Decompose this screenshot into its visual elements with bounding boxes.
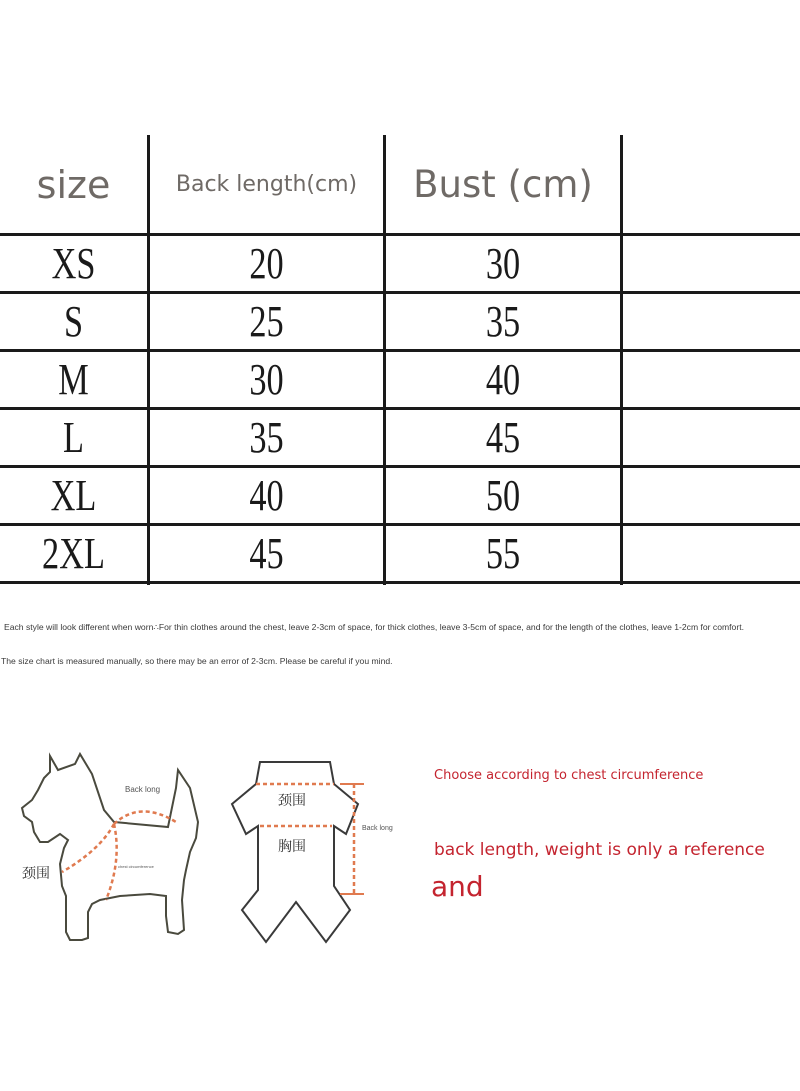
garment-diagram: [220, 740, 410, 970]
back-length-cell: 20: [249, 239, 284, 288]
dog-chest-label: chest circumference: [118, 864, 154, 869]
back-length-cell: 45: [249, 529, 284, 578]
bust-cell: 30: [485, 239, 521, 288]
header-bust: Bust (cm): [413, 163, 593, 206]
advice-line-1: Choose according to chest circumference: [434, 768, 704, 783]
bust-cell: 35: [485, 297, 521, 346]
bust-cell: 40: [485, 355, 521, 404]
size-cell: S: [63, 297, 84, 346]
back-length-cell: 30: [249, 355, 284, 404]
advice-line-2: back length, weight is only a reference: [434, 840, 765, 860]
garment-silhouette-icon: [220, 740, 410, 970]
garment-back-label: Back long: [362, 825, 393, 832]
header-back-length: Back length(cm): [175, 172, 358, 197]
bust-cell: 45: [485, 413, 521, 462]
bust-cell: 55: [485, 529, 521, 578]
back-length-cell: 40: [249, 471, 284, 520]
header-empty: [623, 135, 800, 234]
header-size: size: [36, 162, 111, 207]
size-cell: XL: [50, 471, 97, 520]
size-cell: 2XL: [42, 529, 105, 578]
advice-line-3: and: [431, 870, 484, 903]
dog-silhouette-icon: [0, 730, 220, 980]
back-length-cell: 25: [249, 297, 284, 346]
garment-chest-label: 胸围: [278, 839, 306, 855]
bust-cell: 50: [485, 471, 521, 520]
garment-neck-label: 颈围: [278, 793, 306, 809]
back-length-cell: 35: [249, 413, 284, 462]
dog-neck-label: 颈围: [22, 866, 50, 882]
error-note: The size chart is measured manually, so there may be an error of 2-3cm. Please be careful if you mind.: [1, 656, 393, 666]
table-divider: [0, 581, 800, 584]
dog-diagram: [0, 730, 220, 980]
size-cell: M: [58, 355, 89, 404]
fit-note: Each style will look different when worn∴For thin clothes around the chest, leave 2-3cm of space, for thick clothes, leave 3-5cm of space, and for the length of the clothes, leave 1-2cm for comfort.: [4, 622, 744, 632]
dog-back-label: Back long: [125, 785, 161, 794]
size-cell: XS: [51, 239, 96, 288]
size-cell: L: [63, 413, 84, 462]
